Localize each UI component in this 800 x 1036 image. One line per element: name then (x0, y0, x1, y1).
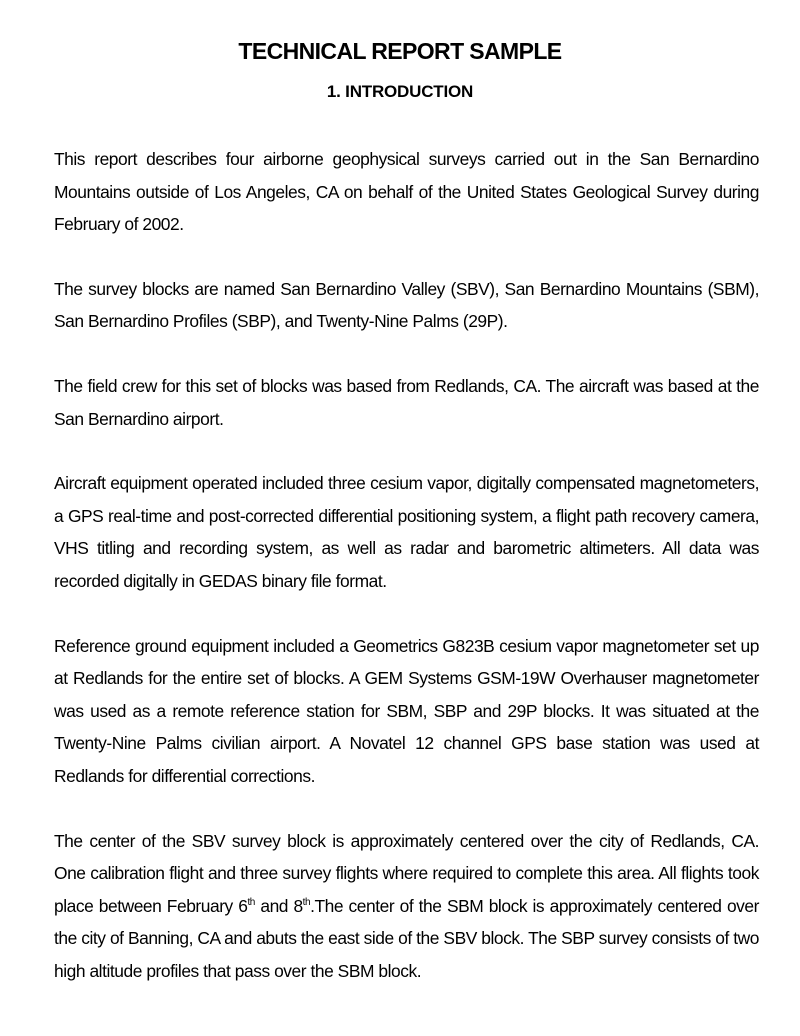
paragraph: Reference ground equipment included a Geometrics G823B cesium vapor magnetometer set up at Redlands for the entire set of blocks. A GEM Systems GSM-19W Overhauser magnetometer was used as a remote reference station for SBM, SBP and 29P blocks. It was situated at the Twenty-Nine Palms civilian airport. A Novatel 12 channel GPS base station was used at Redlands for differential corrections. (54, 635, 759, 786)
paragraph-text: and 8 (254, 895, 303, 916)
paragraph-text: .The center of the SBM block is approximately centered over the city of Banning, CA and abuts the east side of the SBV block. The SBP survey consists of two high altitude profiles that pass over the SBM block. (54, 895, 759, 981)
paragraph: The survey blocks are named San Bernardino Valley (SBV), San Bernardino Mountains (SBM), San Bernardino Profiles (SBP), and Twenty-Nine Palms (29P). (54, 278, 759, 332)
paragraph (54, 825, 759, 988)
paragraph: Aircraft equipment operated included three cesium vapor, digitally compensated magnetometers, a GPS real-time and post-corrected differential positioning system, a flight path recovery camera, VHS titling and recording system, as well as radar and barometric altimeters. All data was recorded digitally in GEDAS binary file format. (54, 473, 759, 591)
document-title: TECHNICAL REPORT SAMPLE (238, 38, 562, 64)
superscript: th (302, 896, 311, 908)
document-body (54, 143, 759, 987)
paragraph: This report describes four airborne geophysical surveys carried out in the San Bernardino Mountains outside of Los Angeles, CA on behalf of the United States Geological Survey during February of 2002. (54, 149, 759, 235)
paragraph-text: The center of the SBV survey block is approximately centered over the city of Redlands, CA. One calibration flight and three survey flights where required to complete this area. All flights took place between February 6 (54, 830, 759, 916)
superscript: th (247, 896, 255, 908)
section-heading: 1. INTRODUCTION (326, 82, 474, 101)
paragraph: The field crew for this set of blocks was based from Redlands, CA. The aircraft was based at the San Bernardino airport. (54, 375, 759, 429)
